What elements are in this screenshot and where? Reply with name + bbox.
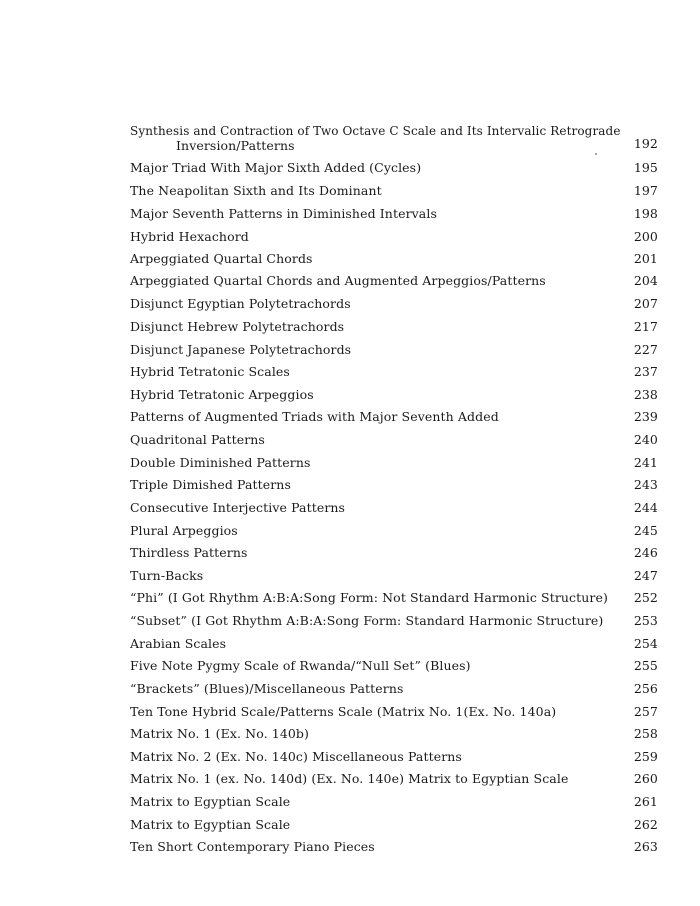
toc-entry-title: Turn-Backs bbox=[130, 568, 204, 583]
toc-entry-title: Disjunct Egyptian Polytetrachords bbox=[130, 296, 351, 311]
toc-entry-title: Major Seventh Patterns in Diminished Intervals bbox=[130, 206, 437, 221]
toc-entry-page: 259 bbox=[633, 749, 658, 764]
toc-entry-title: Five Note Pygmy Scale of Rwanda/“Null Set” (Blues) bbox=[130, 658, 471, 673]
toc-entry-page: 192 bbox=[633, 136, 658, 151]
toc-entry-page: 227 bbox=[633, 342, 658, 357]
toc-entry-page: 198 bbox=[633, 206, 658, 221]
toc-entry-page: 262 bbox=[633, 817, 658, 832]
toc-entry-title: Patterns of Augmented Triads with Major Seventh Added bbox=[130, 409, 499, 424]
toc-entry-title: Thirdless Patterns bbox=[130, 545, 248, 560]
toc-entry-title: Arpeggiated Quartal Chords and Augmented Arpeggios/Patterns bbox=[130, 273, 546, 288]
toc-entry-title: The Neapolitan Sixth and Its Dominant bbox=[130, 183, 382, 198]
toc-entry-page: 263 bbox=[633, 839, 658, 854]
toc-entry-title: Matrix to Egyptian Scale bbox=[130, 817, 291, 832]
toc-entry-title: Matrix to Egyptian Scale bbox=[130, 794, 291, 809]
toc-entry-title: Matrix No. 2 (Ex. No. 140c) Miscellaneous Patterns bbox=[130, 749, 462, 764]
toc-entry-title: Arpeggiated Quartal Chords bbox=[130, 251, 313, 266]
toc-entry-page: 244 bbox=[633, 500, 658, 515]
toc-entry-page: 258 bbox=[633, 726, 658, 741]
toc-entry-page: 240 bbox=[633, 432, 658, 447]
toc-entry-page: 245 bbox=[633, 523, 658, 538]
toc-entry-page: 243 bbox=[633, 477, 658, 492]
toc-entry-page: 246 bbox=[633, 545, 658, 560]
toc-entry-title: Double Diminished Patterns bbox=[130, 455, 311, 470]
toc-entry-title: “Brackets” (Blues)/Miscellaneous Patterns bbox=[130, 681, 404, 696]
toc-entry-title: “Subset” (I Got Rhythm A:B:A:Song Form: Standard Harmonic Structure) bbox=[130, 613, 604, 628]
toc-entry-title: Quadritonal Patterns bbox=[130, 432, 265, 447]
toc-entry-title: Major Triad With Major Sixth Added (Cycles) bbox=[130, 160, 422, 175]
toc-entry-page: 256 bbox=[633, 681, 658, 696]
toc-entry-title: Plural Arpeggios bbox=[130, 523, 238, 538]
toc-entry-title: “Phi” (I Got Rhythm A:B:A:Song Form: Not Standard Harmonic Structure) bbox=[130, 590, 608, 605]
toc-entry-page: 261 bbox=[633, 794, 658, 809]
toc-entry-page: 260 bbox=[633, 771, 658, 786]
toc-entry-title: Ten Tone Hybrid Scale/Patterns Scale (Matrix No. 1(Ex. No. 140a) bbox=[130, 704, 557, 719]
toc-entry-page: 241 bbox=[633, 455, 658, 470]
toc-entry-title: Triple Dimished Patterns bbox=[130, 477, 291, 492]
toc-entry-title: Ten Short Contemporary Piano Pieces bbox=[130, 839, 375, 854]
toc-entry-title: Arabian Scales bbox=[130, 636, 227, 651]
toc-entry-page: 200 bbox=[633, 229, 658, 244]
toc-entry-page: 253 bbox=[633, 613, 658, 628]
toc-entry-title: Consecutive Interjective Patterns bbox=[130, 500, 346, 515]
toc-entry-page: 257 bbox=[633, 704, 658, 719]
toc-entry-page: 254 bbox=[633, 636, 658, 651]
scan-speck bbox=[595, 153, 597, 155]
toc-entry-page: 239 bbox=[633, 409, 658, 424]
toc-entry-title: Hybrid Tetratonic Scales bbox=[130, 364, 290, 379]
toc-entry-title: Hybrid Tetratonic Arpeggios bbox=[130, 387, 314, 402]
toc-entry-page: 204 bbox=[633, 273, 658, 288]
toc-entry-title-continuation: Inversion/Patterns bbox=[176, 138, 295, 153]
toc-entry-page: 238 bbox=[633, 387, 658, 402]
toc-entry-title: Disjunct Japanese Polytetrachords bbox=[130, 342, 352, 357]
toc-entry-page: 207 bbox=[633, 296, 658, 311]
toc-entry-title: Hybrid Hexachord bbox=[130, 229, 249, 244]
toc-entry-title: Matrix No. 1 (Ex. No. 140b) bbox=[130, 726, 310, 741]
toc-entry-page: 237 bbox=[633, 364, 658, 379]
toc-entry-page: 195 bbox=[633, 160, 658, 175]
toc-entry-page: 252 bbox=[633, 590, 658, 605]
toc-entry-page: 255 bbox=[633, 658, 658, 673]
toc-entry-page: 247 bbox=[633, 568, 658, 583]
toc-entry-page: 201 bbox=[633, 251, 658, 266]
toc-entry-page: 197 bbox=[633, 183, 658, 198]
toc-entry-title: Matrix No. 1 (ex. No. 140d) (Ex. No. 140e) Matrix to Egyptian Scale bbox=[130, 771, 569, 786]
toc-entry-title: Synthesis and Contraction of Two Octave C Scale and Its Intervalic Retrograde bbox=[130, 123, 621, 138]
toc-entry-title: Disjunct Hebrew Polytetrachords bbox=[130, 319, 345, 334]
toc-entry-page: 217 bbox=[633, 319, 658, 334]
